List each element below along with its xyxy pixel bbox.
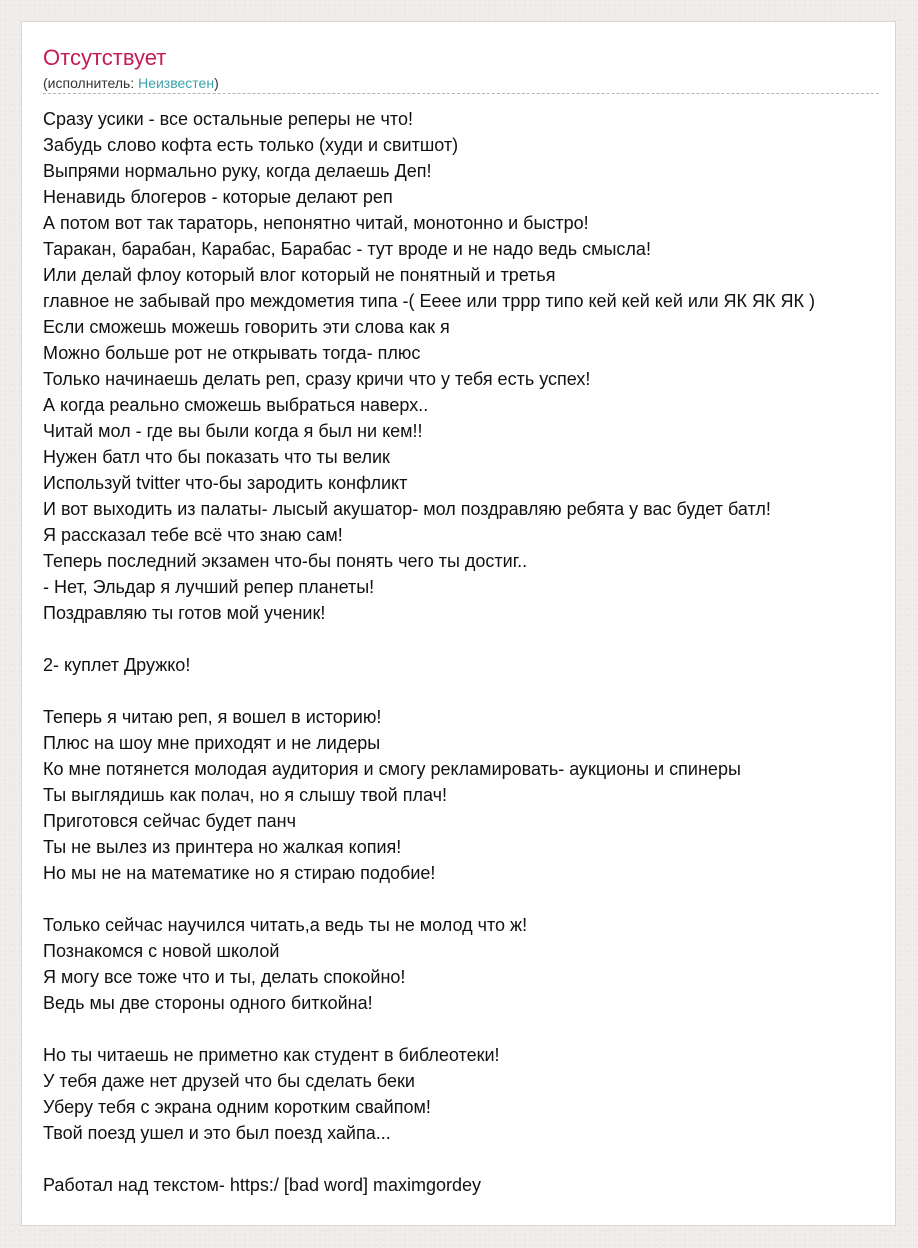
lyric-line: Ненавидь блогеров - которые делают реп	[43, 187, 393, 207]
lyric-line	[43, 1146, 918, 1172]
lyric-line: Используй tvitter что-бы зародить конфликт	[43, 473, 408, 493]
lyric-line: Я могу все тоже что и ты, делать спокойно!	[43, 967, 406, 987]
lyric-line: Можно больше рот не открывать тогда- плюс	[43, 343, 421, 363]
lyrics-text	[43, 106, 918, 1198]
lyric-line: Ты выглядишь как полач, но я слышу твой плач!	[43, 785, 447, 805]
lyric-line: Или делай флоу который влог который не понятный и третья	[43, 265, 556, 285]
lyric-line: Только начинаешь делать реп, сразу кричи что у тебя есть успех!	[43, 369, 591, 389]
lyric-line: Нужен батл что бы показать что ты велик	[43, 447, 390, 467]
lyric-line	[43, 1016, 918, 1042]
lyric-line: Я рассказал тебе всё что знаю сам!	[43, 525, 343, 545]
lyric-line: Теперь я читаю реп, я вошел в историю!	[43, 707, 382, 727]
artist-suffix: )	[214, 75, 219, 91]
lyric-line: 2- куплет Дружко!	[43, 655, 191, 675]
lyric-line: Ты не вылез из принтера но жалкая копия!	[43, 837, 402, 857]
lyric-line: Твой поезд ушел и это был поезд хайпа...	[43, 1123, 391, 1143]
artist-prefix: (исполнитель:	[43, 75, 139, 91]
lyric-line	[43, 678, 918, 704]
lyric-line	[43, 886, 918, 912]
dashed-divider	[43, 93, 879, 94]
lyric-line: главное не забывай про междометия типа -( Еeee или трpp типо кей кей кей или ЯК ЯК ЯК )	[43, 291, 815, 311]
lyric-line: Выпрями нормально руку, когда делаешь Деп!	[43, 161, 432, 181]
lyric-line: Плюс на шоу мне приходят и не лидеры	[43, 733, 381, 753]
lyric-line: Приготовся сейчас будет панч	[43, 811, 296, 831]
artist-line	[43, 74, 219, 92]
lyric-line: И вот выходить из палаты- лысый акушатор- мол поздравляю ребята у вас будет батл!	[43, 499, 771, 519]
lyric-line: Читай мол - где вы были когда я был ни кем!!	[43, 421, 423, 441]
lyric-line: Но мы не на математике но я стираю подобие!	[43, 863, 436, 883]
lyric-line: Работал над текстом- https:/ [bad word] maximgordey	[43, 1175, 482, 1195]
lyric-line: Таракан, барабан, Карабас, Барабас - тут вроде и не надо ведь смысла!	[43, 239, 651, 259]
lyric-line: Поздравляю ты готов мой ученик!	[43, 603, 326, 623]
lyric-line	[43, 626, 918, 652]
lyric-line: Уберу тебя с экрана одним коротким свайпом!	[43, 1097, 431, 1117]
artist-link[interactable]: Неизвестен	[138, 75, 215, 91]
lyric-line: - Нет, Эльдар я лучший репер планеты!	[43, 577, 375, 597]
lyric-line: Теперь последний экзамен что-бы понять чего ты достиг..	[43, 551, 528, 571]
lyric-line: Ведь мы две стороны одного биткойна!	[43, 993, 373, 1013]
lyric-line: Ко мне потянется молодая аудитория и смогу рекламировать- аукционы и спинеры	[43, 759, 741, 779]
lyric-line: Забудь слово кофта есть только (худи и свитшот)	[43, 135, 459, 155]
lyric-line: У тебя даже нет друзей что бы сделать беки	[43, 1071, 415, 1091]
lyric-line: Познакомся с новой школой	[43, 941, 280, 961]
lyric-line: Но ты читаешь не приметно как студент в библеотеки!	[43, 1045, 500, 1065]
lyric-line: Если сможешь можешь говорить эти слова как я	[43, 317, 450, 337]
lyrics-card	[21, 21, 896, 1226]
lyric-line: А потом вот так тараторь, непонятно читай, монотонно и быстро!	[43, 213, 589, 233]
lyric-line: Сразу усики - все остальные реперы не что!	[43, 109, 413, 129]
lyric-line: А когда реально сможешь выбраться наверх..	[43, 395, 429, 415]
song-title: Отсутствует	[43, 45, 167, 70]
lyric-line: Только сейчас научился читать,а ведь ты не молод что ж!	[43, 915, 528, 935]
